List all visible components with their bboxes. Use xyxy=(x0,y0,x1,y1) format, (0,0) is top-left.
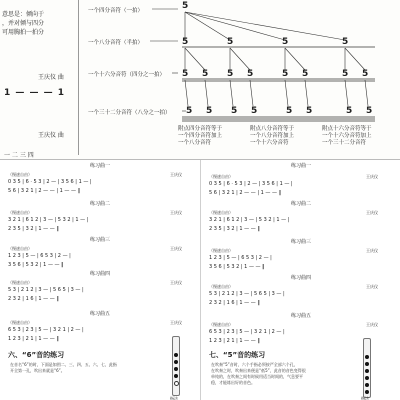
tree-note-sixteenth: 5 xyxy=(282,69,289,79)
body-line: 在吹奏“5”音时，六个手指必须按严全部六个孔， xyxy=(211,362,298,367)
notation-line: 2 3 2 | 1 6 | 1 — — ‖ xyxy=(8,296,59,302)
tree-note-32nd: 5 xyxy=(251,106,258,116)
tree-note-32nd: 5 xyxy=(206,106,213,116)
tree-note-sixteenth: 5 xyxy=(302,69,309,79)
flute-fingering-diagram xyxy=(172,336,180,396)
finger-hole xyxy=(174,374,178,378)
finger-hole xyxy=(174,381,179,386)
tree-note-eighth: 5 xyxy=(342,37,349,47)
bottom-left-text: 一 二 三 四 xyxy=(4,152,34,159)
finger-hole xyxy=(365,355,369,359)
dotted-quarter-caption xyxy=(178,126,222,147)
notation-line: 2 3 5 | 3 2 | 1 — — ‖ xyxy=(8,226,59,232)
flute-fingering-diagram xyxy=(363,338,371,398)
composer: 王庆仪 xyxy=(170,172,182,177)
notation-line: 6 5 3 | 2 3 | 5 — | 3 2 1 | 2 — | xyxy=(8,327,84,333)
notation-line: 3 5 6 | 5 3 2 | 1 — — ‖ xyxy=(8,262,64,268)
composer: 王庆仪 xyxy=(170,320,182,325)
note-line: 可用胸拍一拍分 xyxy=(2,29,45,36)
exercise-pages xyxy=(0,160,400,400)
finger-hole xyxy=(174,367,178,371)
tempo-marking: （慢速自由） xyxy=(209,284,233,289)
finger-hole xyxy=(174,360,178,364)
fingering-caption: 指法 xyxy=(361,396,369,400)
caption-line: 附点十六分音符等于 xyxy=(322,126,372,132)
tree-note-sixteenth: 5 xyxy=(362,69,369,79)
tempo-marking: （慢速自由） xyxy=(209,210,233,215)
exercise-title: 练习曲一 xyxy=(290,163,311,169)
exercise-title: 练习曲五 xyxy=(89,311,110,317)
notation-line: 5 6 | 3 2 1 | 2 — — | 1 — — ‖ xyxy=(8,188,81,194)
rhythm-diagram-section xyxy=(0,0,400,160)
notation-line: 5 3 | 2 1 2 | 3 — | 5 6 5 | 3 — | xyxy=(209,291,285,297)
caption-line: 一个十六分音符 xyxy=(250,140,289,146)
fingering-caption: 指法 xyxy=(170,396,178,400)
caption-line: 一个八分音符加上 xyxy=(250,133,295,139)
notation-line: 5 3 | 2 1 2 | 3 — | 5 6 5 | 3 — | xyxy=(8,287,84,293)
tree-note-sixteenth: 5 xyxy=(342,69,349,79)
body-line: 单纯的，在吹奏之间有时候用适当时间的，气息要平 xyxy=(211,374,303,379)
tree-note-32nd: 5 xyxy=(286,106,293,116)
tree-note-32nd: 5 xyxy=(346,106,353,116)
notation-line: 6 5 3 | 2 3 | 5 — | 3 2 1 | 2 — | xyxy=(209,329,285,335)
notation-line: 5 6 | 3 2 1 | 2 — — | 1 — — ‖ xyxy=(209,190,282,196)
notation-line: 0 3 5 | 6 · 5 3 | 2 — | 3 5 6 | 1 — | xyxy=(8,179,92,185)
notation-line: 3 2 1 | 6 1 2 | 3 — | 5 3 2 | 1 — | xyxy=(8,217,89,223)
body-line: 开全第一孔，吹出来就是“6”。 xyxy=(10,368,65,373)
finger-hole xyxy=(365,390,369,394)
tempo-marking: （慢速自由） xyxy=(8,280,32,285)
note-line: 意思是：倾向于 xyxy=(2,11,45,18)
right-page xyxy=(201,160,400,400)
author-credit: 王庆仪 曲 xyxy=(38,132,64,139)
composer: 王庆仪 xyxy=(366,322,378,327)
composer: 王庆仪 xyxy=(366,174,378,179)
section-body xyxy=(10,362,160,374)
tree-note-32nd: 5 xyxy=(306,106,313,116)
notation-line: 1 2 3 | 2 1 | 1 — — ‖ xyxy=(8,336,59,342)
composer: 王庆仪 xyxy=(170,210,182,215)
body-line: 稳，才能练出好的音色。 xyxy=(211,380,255,385)
caption-line: 附点四分音符等于 xyxy=(178,126,223,132)
caption-line: 附点八分音符等于 xyxy=(250,126,295,132)
mini-notation: 1 — — — 1 xyxy=(4,88,66,98)
left-page xyxy=(0,160,200,400)
finger-hole xyxy=(365,369,369,373)
exercise-title: 练习曲三 xyxy=(89,237,110,243)
notation-line: 0 3 5 | 6 · 5 3 | 2 — | 3 5 6 | 1 — | xyxy=(209,181,293,187)
section-heading: 六、“6”音的练习 xyxy=(8,351,65,359)
composer: 王庆仪 xyxy=(170,246,182,251)
tree-note-eighth: 5 xyxy=(282,37,289,47)
exercise-title: 练习曲三 xyxy=(290,239,311,245)
quarter-note-label: 一个四分音符（一拍） xyxy=(88,8,144,14)
tree-note-32nd: 5 xyxy=(231,106,238,116)
tree-note-quarter: 5 xyxy=(182,1,189,11)
finger-hole xyxy=(365,383,369,387)
tree-note-32nd: 5 xyxy=(366,106,373,116)
caption-line: 一个四分音符加上 xyxy=(178,133,223,139)
tree-note-32nd: 5 xyxy=(186,106,193,116)
exercise-title: 练习曲五 xyxy=(290,313,311,319)
composer: 王庆仪 xyxy=(366,248,378,253)
tempo-marking: （慢速自由） xyxy=(8,172,32,177)
finger-hole xyxy=(365,376,369,380)
notation-line: 3 5 6 | 5 3 2 | 1 — — ‖ xyxy=(209,264,265,270)
section-heading: 七、“5”音的练习 xyxy=(209,351,266,359)
exercise-title: 练习曲一 xyxy=(89,163,110,169)
notation-line: 3 2 1 | 6 1 2 | 3 — | 5 3 2 | 1 — | xyxy=(209,217,290,223)
notation-line: 2 3 2 | 1 6 | 1 — — ‖ xyxy=(209,300,260,306)
note-line: ，并对倾与四分 xyxy=(2,20,45,27)
tempo-marking: （慢速自由） xyxy=(8,210,32,215)
tree-note-eighth: 5 xyxy=(182,37,189,47)
caption-line: 一个八分音符 xyxy=(178,140,212,146)
notation-line: 1 2 3 | 2 1 | 1 — — ‖ xyxy=(209,338,260,344)
notation-line: 2 3 5 | 3 2 | 1 — — ‖ xyxy=(209,226,260,232)
notation-line: 1 2 3 | 5 — | 6 5 3 | 2 — | xyxy=(209,255,272,261)
tempo-marking: （慢速自由） xyxy=(209,322,233,327)
composer: 王庆仪 xyxy=(170,280,182,285)
tree-note-sixteenth: 5 xyxy=(202,69,209,79)
caption-line: 一个十六分音符加上 xyxy=(322,133,372,139)
section-body xyxy=(211,362,351,386)
sixteenth-note-label: 一个十六分音符（四分之一拍） xyxy=(88,72,166,78)
tree-note-sixteenth: 5 xyxy=(227,69,234,79)
body-line: 在吹奏之时，吹奏出来便是“低5”，此音的音色变得很 xyxy=(211,368,306,373)
exercise-title: 练习曲四 xyxy=(89,271,110,277)
thirtysecond-note-label: 一个三十二分音符（八分之一拍） xyxy=(88,110,171,116)
notation-line: 1 2 3 | 5 — | 6 5 3 | 2 — | xyxy=(8,253,71,259)
tempo-marking: （慢速自由） xyxy=(209,248,233,253)
dotted-eighth-caption xyxy=(250,126,294,147)
dotted-sixteenth-caption xyxy=(322,126,372,147)
tempo-marking: （慢速自由） xyxy=(8,246,32,251)
finger-hole xyxy=(365,362,369,366)
exercise-title: 练习曲四 xyxy=(290,275,311,281)
tree-note-sixteenth: 5 xyxy=(247,69,254,79)
tree-note-eighth: 5 xyxy=(227,37,234,47)
caption-line: 一个三十二分音符 xyxy=(322,140,367,146)
author-credit: 王庆仪 曲 xyxy=(38,74,64,81)
body-line: 在音名“6”的时，下面是如图二、三、四、五、六、七，此指 xyxy=(10,362,117,367)
eighth-note-label: 一个八分音符（半拍） xyxy=(88,40,144,46)
composer: 王庆仪 xyxy=(366,210,378,215)
composer: 王庆仪 xyxy=(366,284,378,289)
tempo-marking: （慢速自由） xyxy=(209,174,233,179)
tempo-marking: （慢速自由） xyxy=(8,320,32,325)
finger-hole xyxy=(174,353,178,357)
tree-note-sixteenth: 5 xyxy=(182,69,189,79)
exercise-title: 练习曲二 xyxy=(290,201,311,207)
exercise-title: 练习曲二 xyxy=(89,201,110,207)
